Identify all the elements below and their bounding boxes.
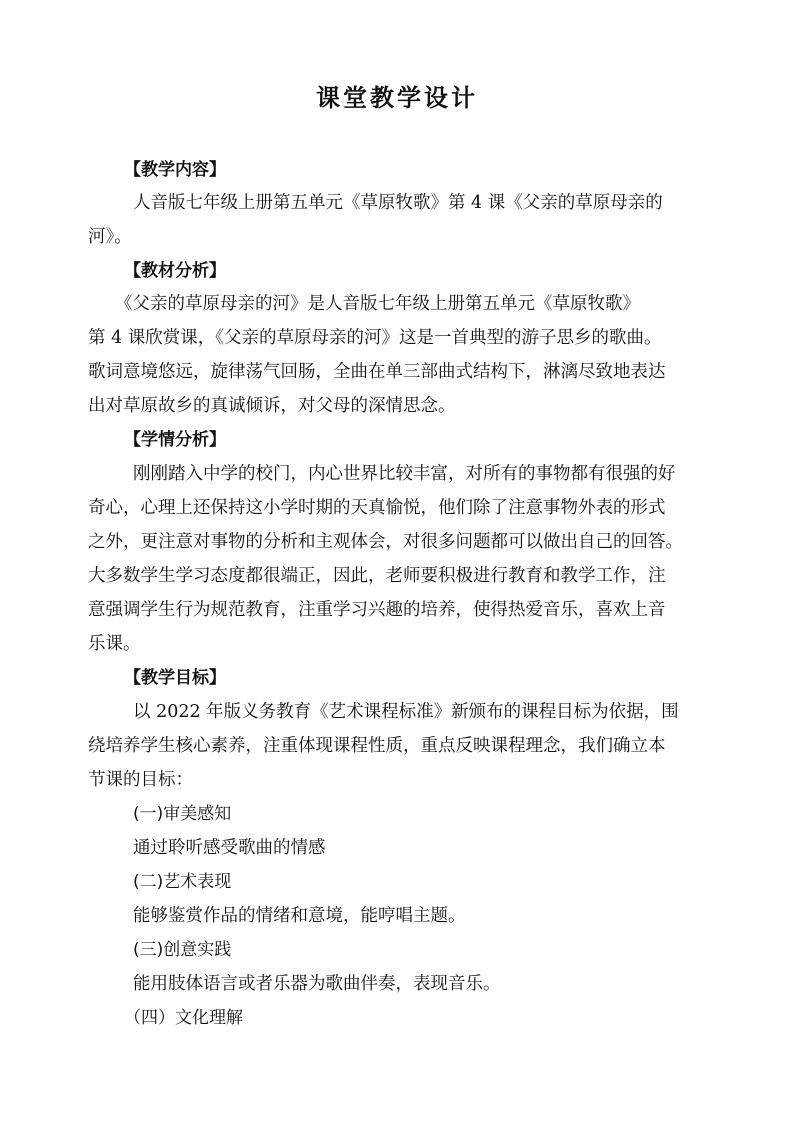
subheading-line: (三)创意实践 xyxy=(133,940,232,960)
paragraph-line: 绕培养学生核心素养，注重体现课程性质，重点反映课程理念，我们确立本 xyxy=(88,736,666,756)
paragraph-line: 《父亲的草原母亲的河》是人音版七年级上册第五单元《草原牧歌》 xyxy=(115,294,640,314)
section-heading-students: 【学情分析】 xyxy=(124,430,226,450)
paragraph-line: 之外，更注意对事物的分析和主观体会，对很多问题都可以做出自己的回答。 xyxy=(88,532,683,552)
paragraph-line: 出对草原故乡的真诚倾诉，对父母的深情思念。 xyxy=(88,396,456,416)
section-heading-content: 【教学内容】 xyxy=(124,160,226,180)
paragraph-line: 歌词意境悠远，旋律荡气回肠，全曲在单三部曲式结构下，淋漓尽致地表达 xyxy=(88,362,666,382)
subheading-line: (二)艺术表现 xyxy=(133,872,232,892)
page-title: 课堂教学设计 xyxy=(316,83,478,112)
paragraph-line: 刚刚踏入中学的校门，内心世界比较丰富，对所有的事物都有很强的好 xyxy=(133,464,676,484)
paragraph-line: 第 4 课欣赏课，《父亲的草原母亲的河》这是一首典型的游子思乡的歌曲。 xyxy=(88,328,662,348)
paragraph-line: 以 2022 年版义务教育《艺术课程标准》新颁布的课程目标为依据，围 xyxy=(133,702,679,722)
paragraph-line: 通过聆听感受歌曲的情感 xyxy=(133,838,326,858)
subheading-line: (一)审美感知 xyxy=(133,804,232,824)
section-heading-objectives: 【教学目标】 xyxy=(124,668,226,688)
paragraph-line: 节课的目标： xyxy=(88,770,193,790)
section-heading-material: 【教材分析】 xyxy=(124,261,226,281)
paragraph-line: 乐课。 xyxy=(88,634,141,654)
paragraph-line: 奇心，心理上还保持这小学时期的天真愉悦，他们除了注意事物外表的形式 xyxy=(88,498,666,518)
paragraph-line: 大多数学生学习态度都很端正，因此，老师要积极进行教育和教学工作，注 xyxy=(88,566,666,586)
paragraph-line: 能够鉴赏作品的情绪和意境，能哼唱主题。 xyxy=(133,906,466,926)
paragraph-line: 人音版七年级上册第五单元《草原牧歌》第 4 课《父亲的草原母亲的 xyxy=(133,193,663,213)
subheading-line: （四）文化理解 xyxy=(124,1008,243,1028)
paragraph-line: 能用肢体语言或者乐器为歌曲伴奏，表现音乐。 xyxy=(133,974,501,994)
paragraph-line: 河》。 xyxy=(88,227,132,247)
paragraph-line: 意强调学生行为规范教育，注重学习兴趣的培养，使得热爱音乐，喜欢上音 xyxy=(88,600,666,620)
